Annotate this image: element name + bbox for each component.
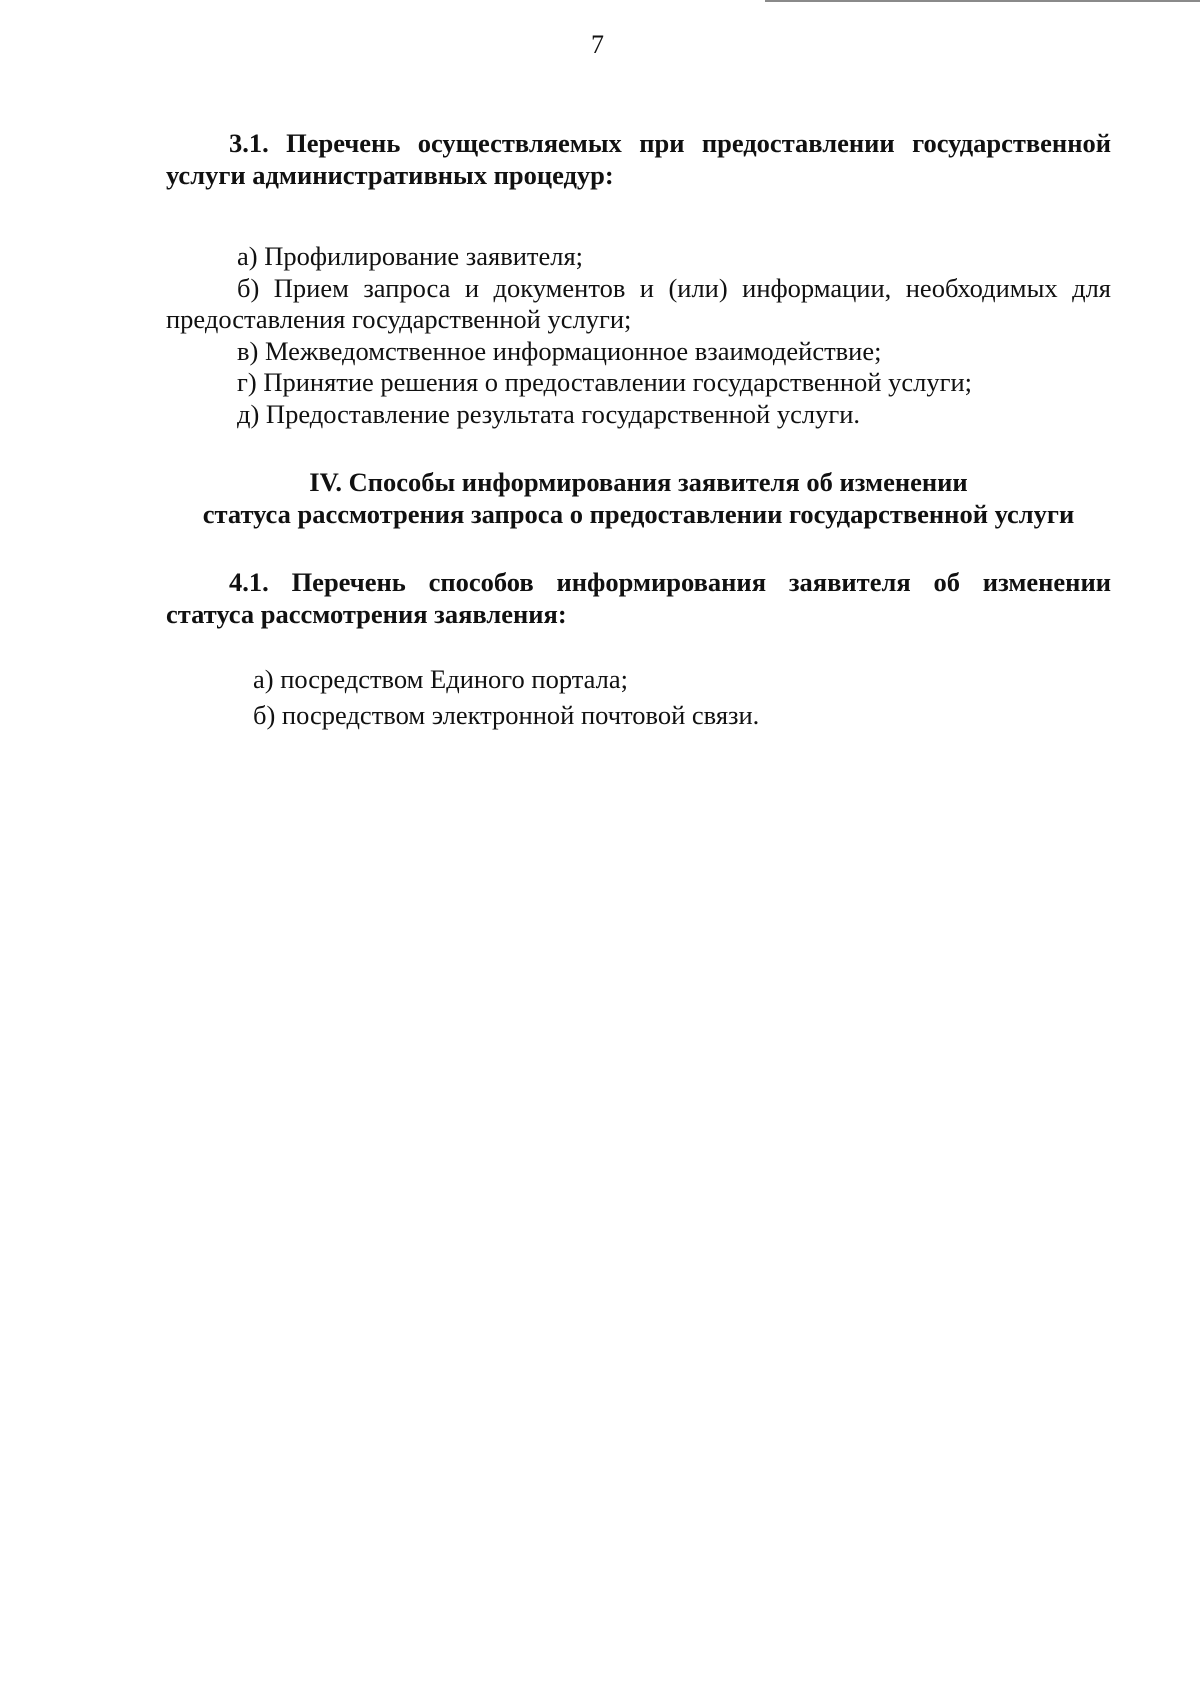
list-item: г) Принятие решения о предоставлении государственной услуги; [237,367,973,397]
section-iv-title-line-2: статуса рассмотрения запроса о предоставлении государственной услуги [202,498,1075,529]
list-item: б) Прием запроса и документов и (или) информации, необходимых для [237,272,1111,303]
list-item: а) посредством Единого портала; [253,664,628,694]
section-4-1-heading [166,567,1111,630]
list-item-continuation: предоставления государственной услуги; [166,304,632,334]
section-iv-title [166,467,1111,530]
list-item: б) посредством электронной почтовой связи. [253,699,760,730]
section-4-1-heading-line-1: 4.1. Перечень способов информирования заявителя об изменении [229,567,1111,597]
section-3-1-heading-line-1: 3.1. Перечень осуществляемых при предоставлении государственной [229,128,1111,158]
section-4-1-list [166,664,1111,731]
section-3-1-heading-line-2: услуги административных процедур: [166,159,614,190]
list-item: д) Предоставление результата государственной услуги. [237,398,861,429]
section-3-1-heading [166,128,1111,191]
list-item: в) Межведомственное информационное взаимодействие; [237,335,882,366]
page-number: 7 [591,30,604,59]
section-iv-title-line-1: IV. Способы информирования заявителя об изменении [309,467,968,497]
section-3-1-list [166,241,1111,430]
section-4-1-heading-line-2: статуса рассмотрения заявления: [166,598,567,629]
list-item: а) Профилирование заявителя; [237,241,584,271]
